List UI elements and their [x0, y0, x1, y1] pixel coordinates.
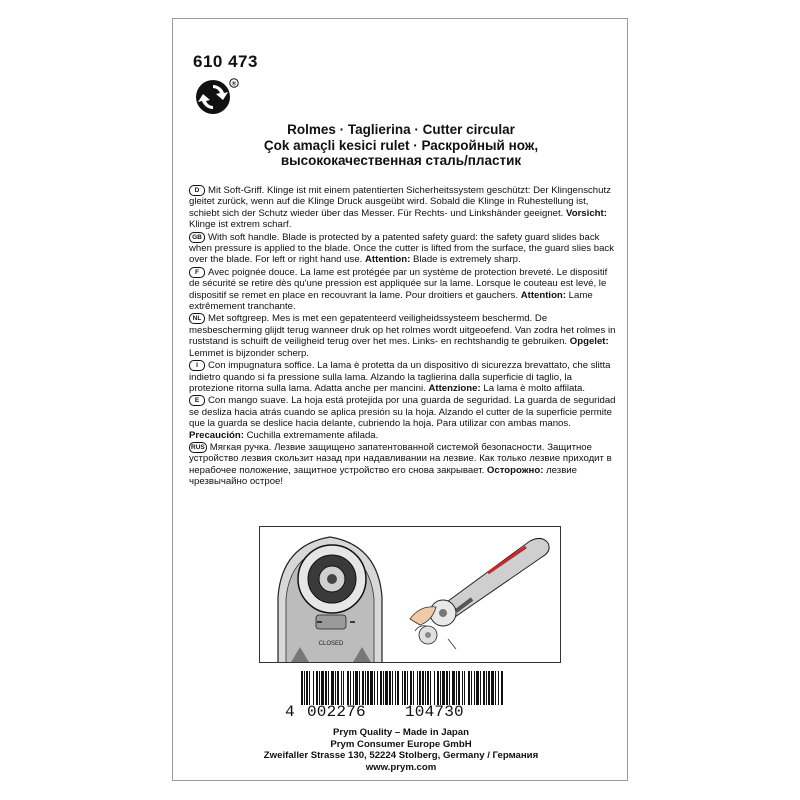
- warning-label: Vorsicht:: [566, 207, 607, 219]
- title-line: Rolmes · Taglierina · Cutter circular: [287, 122, 515, 137]
- language-badge-i: I: [189, 360, 205, 371]
- section-text: Мягкая ручка. Лезвие защищено запатентованной системой безопасности. Защитное устройство лезвия скользит назад при надавливании на лезвие. Как только лезвие приходит в нерабочее положение, защитное устройство его снова закрывает.: [189, 441, 612, 476]
- cutter-in-use-image: [410, 538, 549, 649]
- section-text: Mit Soft-Griff. Klinge ist mit einem patentierten Sicherheitssystem geschützt: Der Klingenschutz gleitet zurück, wenn auf die Klinge Druck ausgeübt wird. Sobald die Klinge in Ruhestellung ist, schiebt sich der Schutz wieder über das Messer. Für Rechts- und Linkshänder geeignet.: [189, 185, 611, 219]
- registered-mark: ®: [231, 81, 237, 88]
- footer-imprint: [173, 727, 629, 773]
- footer-line: Zweifaller Strasse 130, 52224 Stolberg, Germany / Германия: [263, 750, 539, 761]
- cutter-closeup-image: [278, 537, 382, 663]
- language-badge-f: F: [189, 267, 205, 278]
- warning-label: Осторожно:: [486, 464, 544, 476]
- section-i: [189, 360, 617, 394]
- title-line: высококачественная сталь/пластик: [280, 153, 522, 168]
- warning-text: Cuchilla extremamente afilada.: [246, 429, 379, 441]
- warning-label: Attention:: [520, 289, 566, 301]
- section-text: Con impugnatura soffice. La lama è protetta da un dispositivo di sicurezza brevattato, che slitta indietro quando si fa pressione sulla lama. Alzando la taglierina dalla superficie di taglio, la protezione ritorna sulla lama. Adatta anche per mancini.: [189, 360, 611, 394]
- warning-label: Attenzione:: [428, 382, 481, 394]
- warning-text: Lemmet is bijzonder scherp.: [189, 347, 309, 359]
- section-gb: [189, 232, 617, 266]
- section-text: Avec poignée douce. La lame est protégée par un système de protection breveté. Le dispositif de sécurité se retire dès qu'une pression est appliquée sur la lame. Lorsque le couteau est levé, le dispositif se remet en place en recouvrant la lame. Pour droitiers et gauchers.: [189, 266, 608, 301]
- package-card: [172, 18, 628, 781]
- footer-line: Prym Quality – Made in Japan: [333, 727, 469, 738]
- section-de: [189, 185, 617, 231]
- warning-label: Precaución:: [189, 429, 244, 441]
- section-nl: [189, 313, 617, 359]
- section-text: With soft handle. Blade is protected by a patented safety guard: the safety guard slides back when pressure is applied to the blade. Once the cutter is lifted from the surface, the guard slies back over the blade. For left or right hand use.: [189, 231, 615, 266]
- language-badge-gb: GB: [189, 232, 205, 243]
- product-illustration: [259, 526, 561, 663]
- language-badge-rus: RUS: [191, 443, 205, 451]
- section-f: [189, 267, 617, 313]
- green-dot-recycle-icon: [194, 77, 242, 117]
- section-text: Con mango suave. La hoja está protejida por una guarda de seguridad. La guarda de seguridad se desliza hacia atrás cuando se aplica presión su la hoja. Alzando el cutter de la superficie permite que la guarda se deslice hacia delante, cubriendo la hoja. Para utilizar con ambas manos.: [189, 395, 616, 430]
- footer-line: www.prym.com: [365, 761, 437, 773]
- language-badge-e: E: [189, 395, 205, 406]
- warning-label: Opgelet:: [569, 336, 609, 348]
- product-titles: [173, 122, 629, 169]
- section-rus: [189, 442, 617, 488]
- section-text: Met softgreep. Mes is met een gepatenteerd veiligheidssysteem beschermd. De mesbescherming glijdt terug wanneer druk op het rolmes wordt uitgeoefend. Van zodra het rolmes in ruststand is schuift de veiligheid terug over het mes. Links- en rechtshandig te gebruiken.: [189, 313, 616, 348]
- rotary-cutter-illustration: [260, 527, 561, 663]
- language-badge-nl: NL: [189, 313, 205, 324]
- barcode-digits-left: 002276: [307, 703, 366, 721]
- warning-label: Attention:: [365, 254, 411, 266]
- product-number: 610 473: [193, 52, 258, 71]
- language-badge-de: D: [189, 185, 205, 196]
- closed-label: CLOSED: [318, 641, 344, 647]
- footer-line: Prym Consumer Europe GmbH: [330, 738, 472, 750]
- language-sections: [189, 185, 617, 489]
- warning-text: Klinge ist extrem scharf.: [189, 219, 292, 231]
- warning-text: Lame extrêmement tranchante.: [189, 289, 593, 313]
- barcode-digit-prefix: 4: [285, 703, 295, 721]
- title-line: Çok amaçli kesici rulet · Раскройный нож,: [263, 137, 539, 153]
- warning-text: лезвие чрезвычайно острое!: [189, 464, 577, 488]
- barcode: [299, 671, 505, 707]
- warning-text: Blade is extremely sharp.: [412, 254, 521, 266]
- barcode-digits-right: 104730: [405, 703, 464, 721]
- section-e: [189, 395, 617, 441]
- warning-text: La lama è molto affilata.: [483, 382, 586, 394]
